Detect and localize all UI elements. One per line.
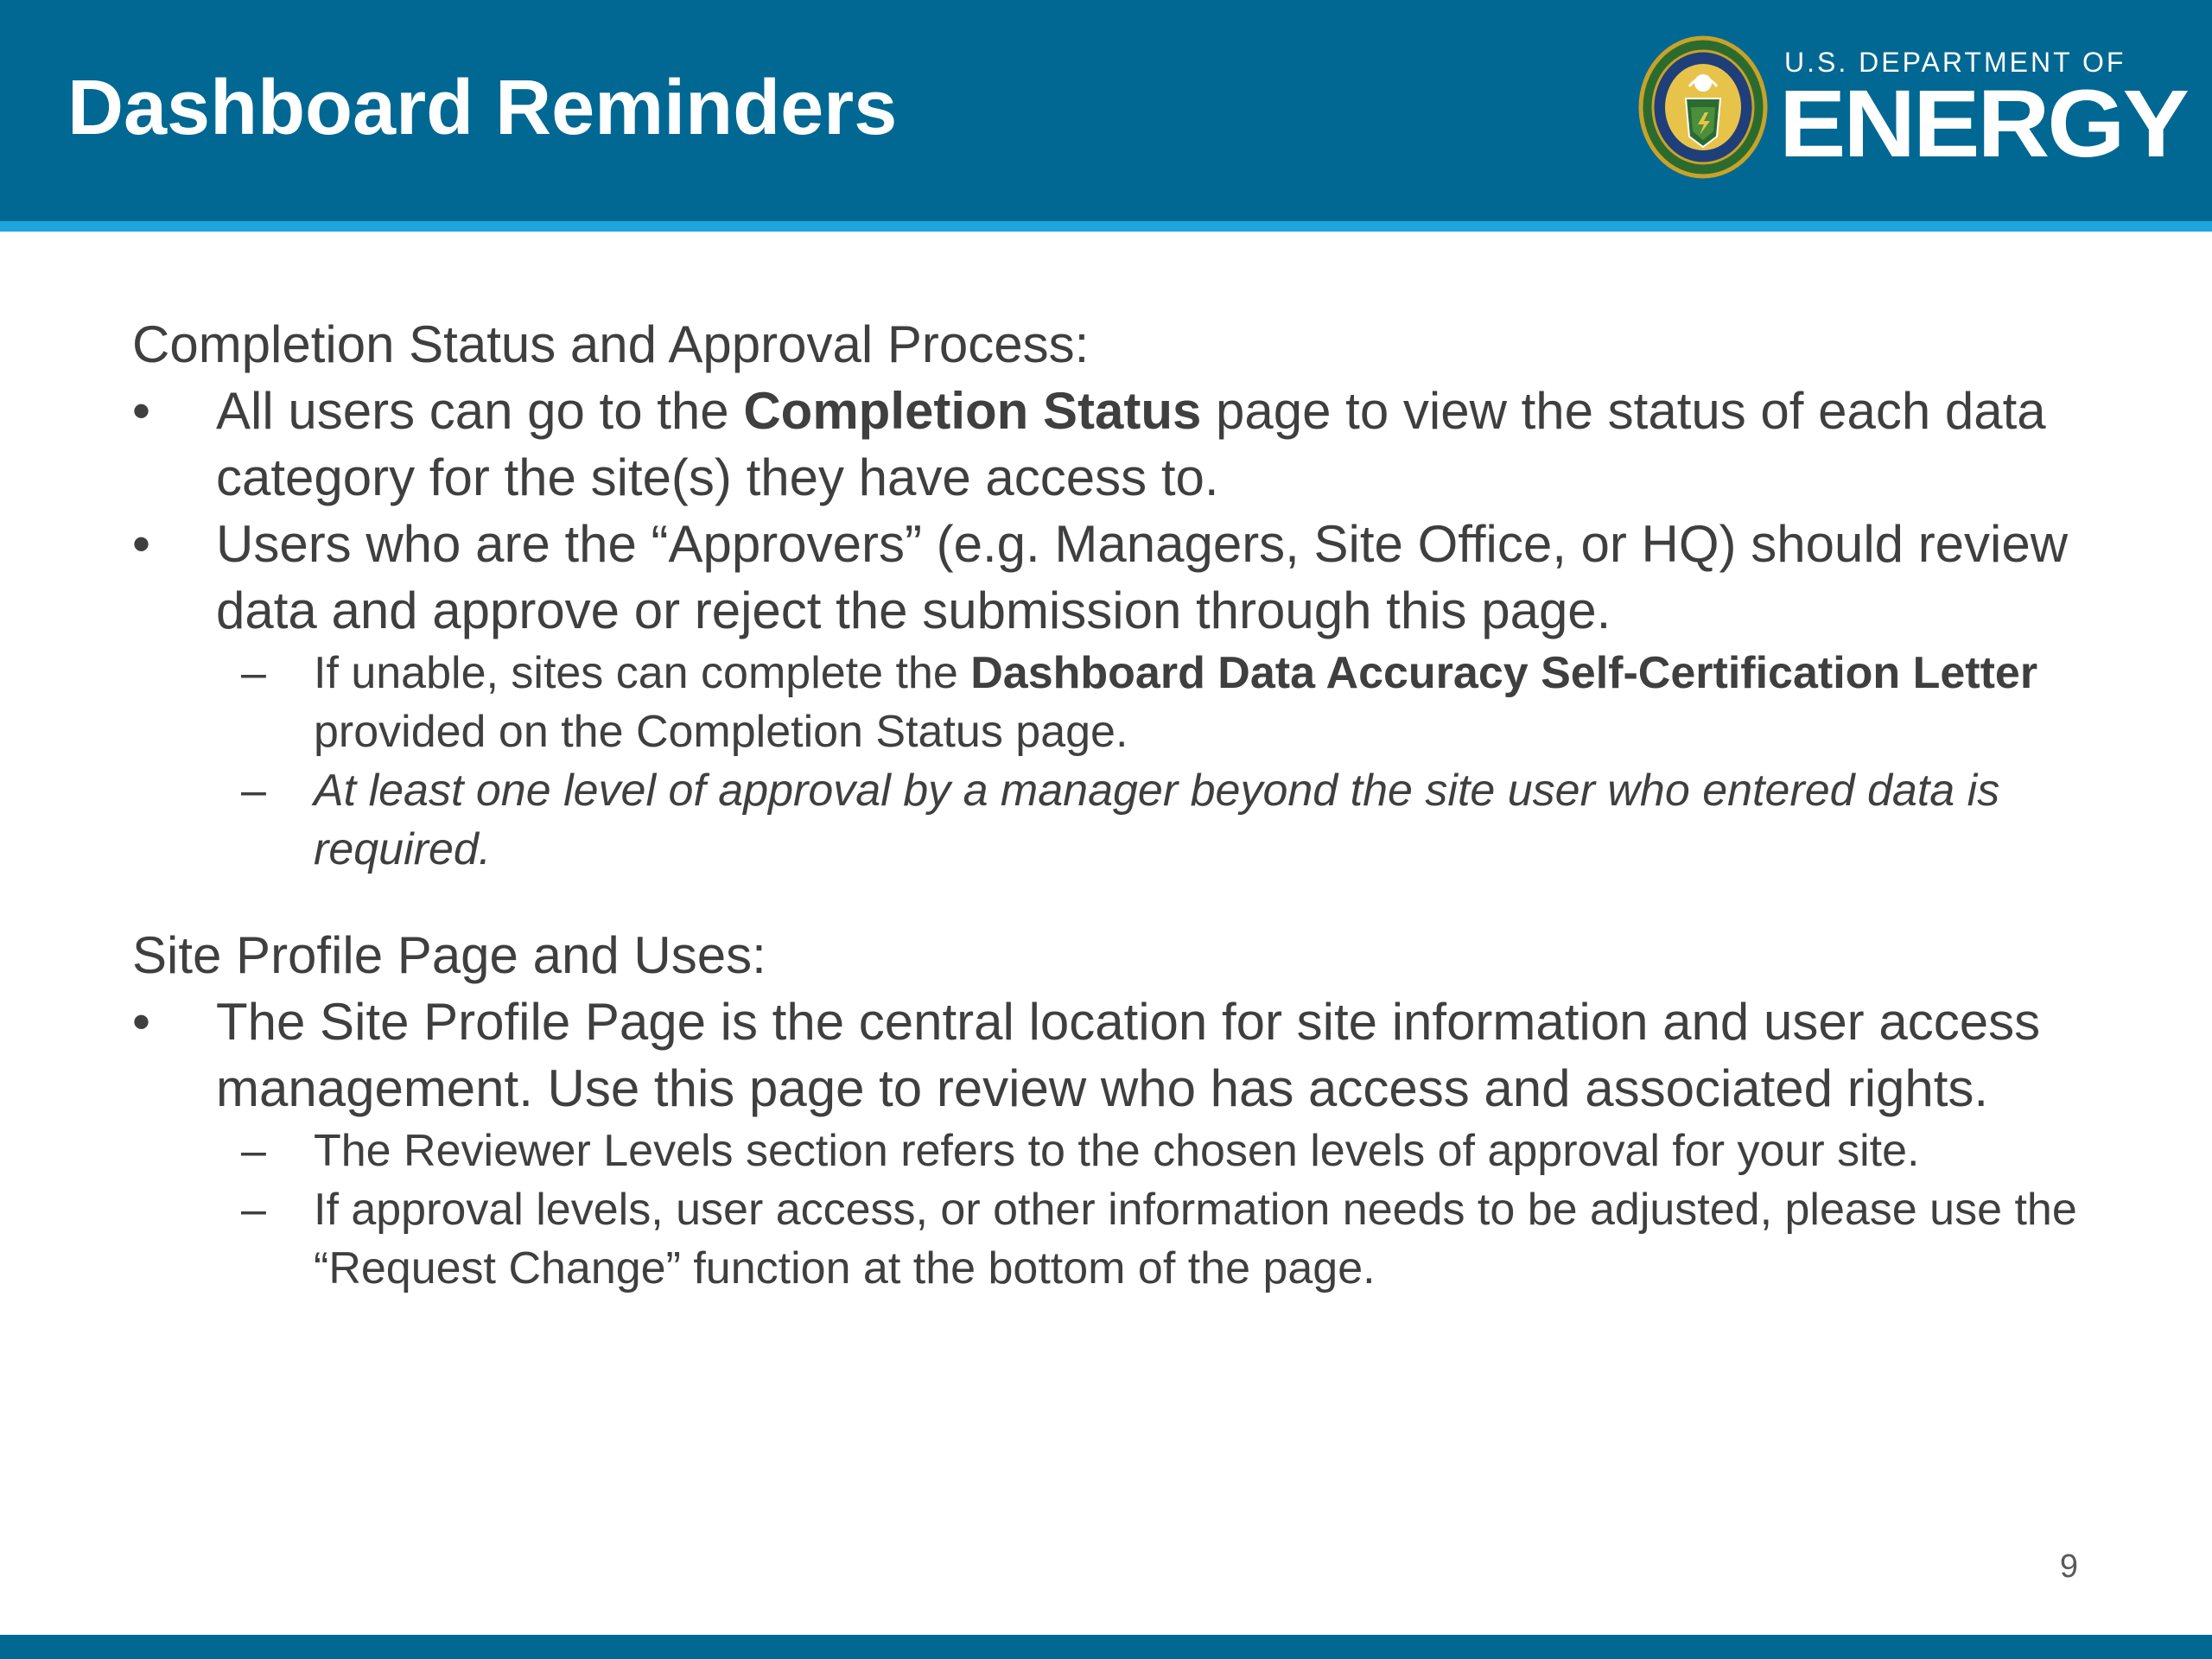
sub-text: If approval levels, user access, or other information needs to be adjusted, please use the “Request Change” function at the bottom of the page. [314, 1185, 2077, 1294]
completion-status-bold: Completion Status [743, 382, 1202, 440]
bullet-text-post: page to view the status of each data category for the site(s) they have access to. [216, 382, 2046, 506]
section-spacer [132, 879, 2085, 922]
bullet-text: The Site Profile Page is the central location for site information and user access management. Use this page to review who has access and associated rights. [216, 993, 2041, 1117]
list-item [132, 761, 2085, 879]
profile-bullet-list [132, 988, 2085, 1298]
bullet-icon: • [132, 993, 151, 1051]
section-heading-profile: Site Profile Page and Uses: [132, 926, 766, 984]
list-item [132, 1122, 2085, 1180]
bullet-icon: • [132, 382, 151, 440]
profile-sub-list [216, 1122, 2085, 1298]
dash-icon: – [241, 1185, 266, 1235]
slide-content [132, 311, 2085, 1298]
page-number: 9 [2059, 1548, 2078, 1585]
logo-energy-text: ENERGY [1779, 70, 2187, 177]
list-item [132, 378, 2085, 511]
bullet-text: Users who are the “Approvers” (e.g. Managers, Site Office, or HQ) should review data and approve or reject the submission through this page. [216, 515, 2069, 639]
list-item [132, 988, 2085, 1298]
bullet-text-pre: All users can go to the [216, 382, 744, 440]
doe-seal-icon [1637, 35, 1769, 180]
bullet-icon: • [132, 515, 151, 573]
section-heading-completion: Completion Status and Approval Process: [132, 315, 1090, 373]
list-item [132, 1180, 2085, 1298]
doe-logo [1637, 35, 2187, 181]
completion-bullet-list [132, 378, 2085, 879]
sub-text: The Reviewer Levels section refers to the chosen levels of approval for your site. [314, 1126, 1920, 1176]
sub-text-pre: If unable, sites can complete the [314, 648, 971, 698]
dash-icon: – [241, 766, 266, 816]
footer-bar [0, 1635, 2212, 1659]
dash-icon: – [241, 1126, 266, 1176]
list-item [132, 511, 2085, 879]
approval-requirement-italic: At least one level of approval by a manager beyond the site user who entered data is required. [314, 766, 2000, 874]
self-certification-letter-bold: Dashboard Data Accuracy Self-Certification Letter [970, 648, 2038, 698]
list-item [132, 644, 2085, 761]
slide-title: Dashboard Reminders [67, 65, 898, 151]
dash-icon: – [241, 648, 266, 698]
logo-department-text: U.S. DEPARTMENT OF [1784, 47, 2126, 78]
sub-text-post: provided on the Completion Status page. [314, 707, 1128, 757]
approvers-sub-list [216, 644, 2085, 879]
header-accent-stripe [0, 221, 2212, 232]
